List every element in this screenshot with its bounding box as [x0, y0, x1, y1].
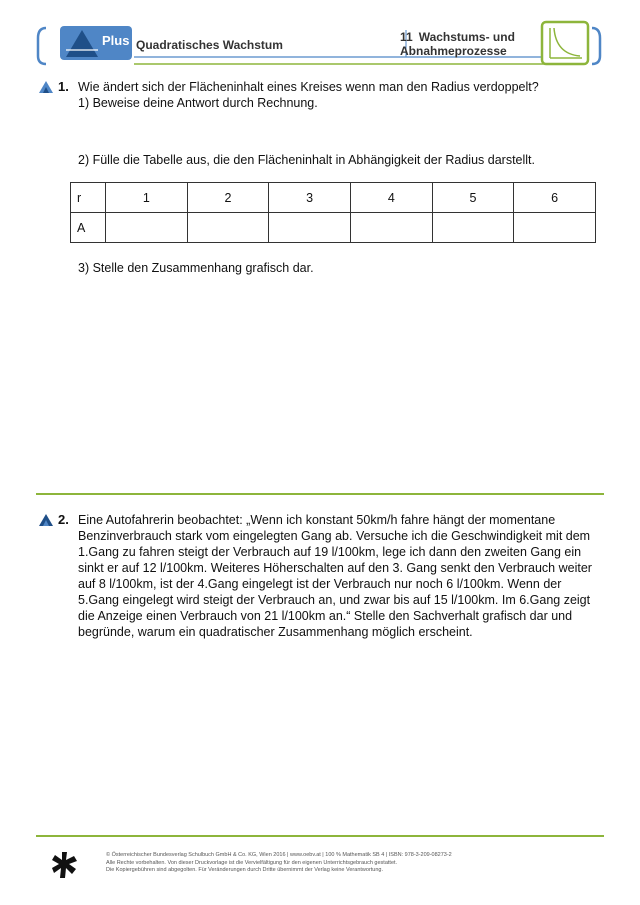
chapter-title-line1: Wachstums- und [418, 30, 515, 44]
table-cell-r6: 6 [514, 183, 596, 213]
plus-logo [60, 26, 132, 60]
task1-question: Wie ändert sich der Flächeninhalt eines Kreises wenn man den Radius verdoppelt? [78, 80, 539, 94]
task2-line7: die Anzeige einen Verbrauch von 21 l/100km an.“ Stelle den Sachverhalt grafisch dar und [78, 609, 573, 623]
footer-line2: Alle Rechte vorbehalten. Von dieser Druckvorlage ist die Vervielfältigung für den eigenen Unterrichtsgebrauch gestattet. [106, 859, 398, 866]
footer-line1: © Österreichischer Bundesverlag Schulbuch GmbH & Co. KG, Wien 2016 | www.oebv.at | 100 % Mathematik SB 4 | ISBN: 978-3-209-08273-2 [106, 852, 452, 858]
chapter-label [400, 30, 532, 58]
table-cell-r4: 4 [350, 183, 432, 213]
task2-line8: begründe, warum ein quadratischer Zusammenhang möglich erscheint. [78, 625, 473, 639]
table-cell-r5: 5 [432, 183, 514, 213]
difficulty-triangle-icon [39, 81, 53, 93]
task1-part3: 3) Stelle den Zusammenhang grafisch dar. [78, 261, 314, 275]
growth-graph-icon [540, 20, 592, 66]
table-row-header-r: r [71, 183, 106, 213]
table-cell-a2[interactable] [187, 213, 269, 243]
page-title: Quadratisches Wachstum [136, 38, 283, 52]
section-divider [36, 493, 604, 495]
table-cell-a3[interactable] [269, 213, 351, 243]
difficulty-triangle-icon [39, 514, 53, 526]
footer-copyright [106, 852, 566, 875]
table-row-header-a: A [71, 213, 106, 243]
task1-part2: 2) Fülle die Tabelle aus, die den Flächeninhalt in Abhängigkeit der Radius darstellt. [78, 153, 536, 167]
chapter-title-line2: Abnahmeprozesse [400, 44, 507, 58]
task1-part1: 1) Beweise deine Antwort durch Rechnung. [78, 96, 318, 110]
footer-line3: Die Kopiergebühren sind abgegolten. Für Veränderungen durch Dritte übernimmt der Verlag keine Verantwortung. [106, 867, 384, 873]
task2-line4: sinkt er auf 12 l/100km. Weiteres Höherschalten auf den 3. Gang senkt den Verbrauch weiter [78, 561, 592, 575]
task2-number: 2. [58, 512, 69, 527]
task2-line5: auf 8 l/100km, ist der 4.Gang eingelegt ist der Verbrauch nur noch 6 l/100km. Wenn der [78, 577, 562, 591]
table-row-area [71, 213, 596, 243]
table-cell-r3: 3 [269, 183, 351, 213]
plus-logo-label: Plus [102, 33, 130, 48]
table-cell-a1[interactable] [106, 213, 188, 243]
task2-line6: 5.Gang eingelegt wird steigt der Verbrauch an, und zwar bis auf 15 l/100km. Im 6.Gang zeigt [78, 593, 591, 607]
chapter-number: 11 [400, 30, 413, 44]
plus-logo-icon [60, 26, 132, 60]
table-cell-a5[interactable] [432, 213, 514, 243]
table-cell-a6[interactable] [514, 213, 596, 243]
task1-number: 1. [58, 79, 69, 94]
task2-line3: 1.Gang zu fahren steigt der Verbrauch auf 19 l/100km, lege ich dann den zweiten Gang ein [78, 545, 582, 559]
table-cell-r2: 2 [187, 183, 269, 213]
radius-area-table [70, 182, 596, 243]
table-row-radius [71, 183, 596, 213]
table-cell-r1: 1 [106, 183, 188, 213]
task2-line2: Benzinverbrauch stark vom eingelegten Gang ab. Versuche ich die Geschwindigkeit mit dem [78, 529, 591, 543]
footer-divider [36, 835, 604, 837]
task2-line1: Eine Autofahrerin beobachtet: „Wenn ich konstant 50km/h fahre hängt der momentane [78, 513, 556, 527]
publisher-logo-icon [50, 850, 80, 880]
table-cell-a4[interactable] [350, 213, 432, 243]
